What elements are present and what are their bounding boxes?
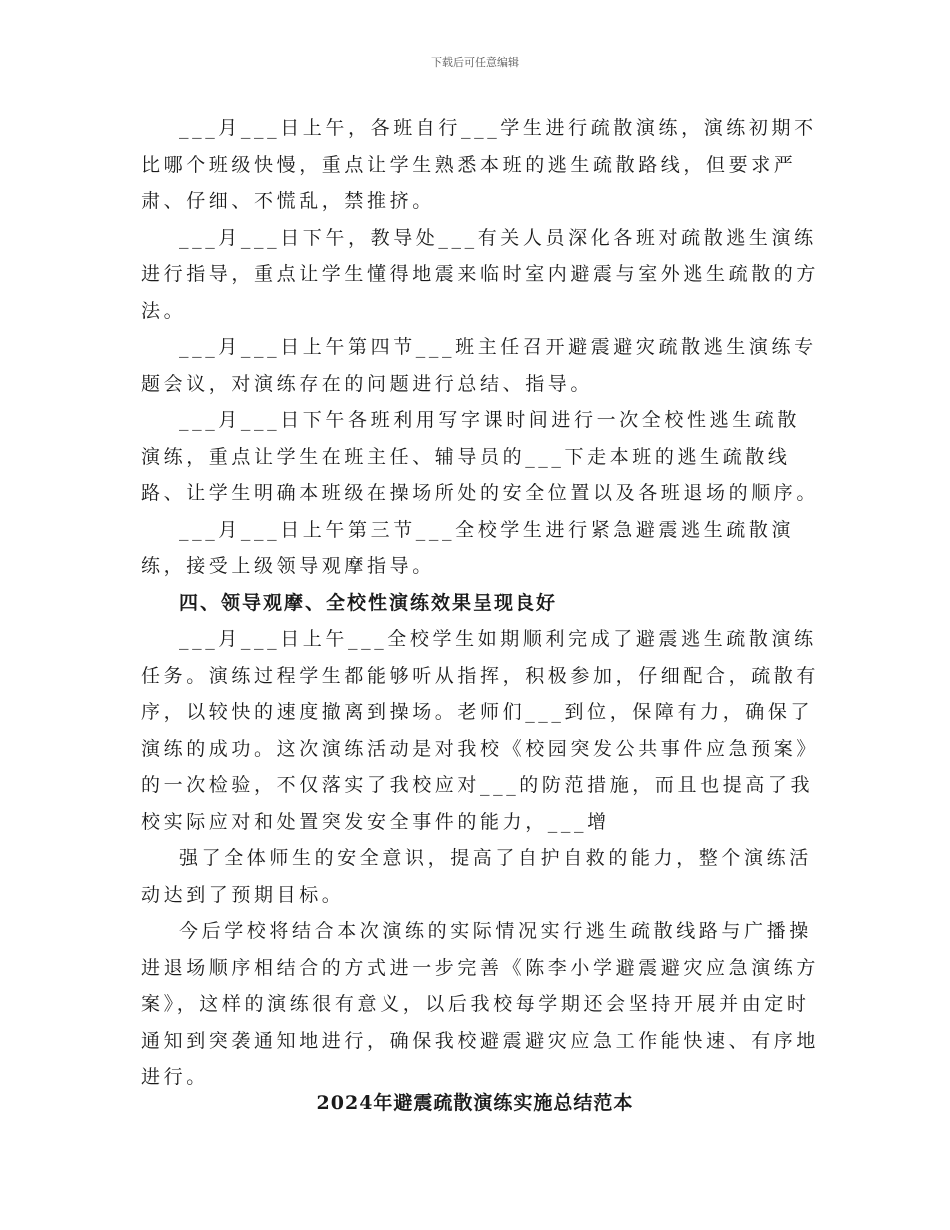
paragraph-1: ___月___日上午，各班自行___学生进行疏散演练，演练初期不比哪个班级快慢，重点让学生熟悉本班的逃生疏散路线，但要求严肃、仔细、不慌乱，禁推挤。 [141,117,817,212]
paragraph-6: ___月___日上午___全校学生如期顺利完成了避震逃生疏散演练任务。演练过程学生都能够听从指挥，积极参加，仔细配合，疏散有序，以较快的速度撤离到操场。老师们___到位，保障有力，确保了演练的成功。这次演练活动是对我校《校园突发公共事件应急预案》的一次检验，不仅落实了我校应对___的防范措施，而且也提高了我校实际应对和处置突发安全事件的能力，___增 [141,628,820,833]
document-title: 2024年避震疏散演练实施总结范本 [316,1092,634,1114]
document-body [141,110,821,1096]
paragraph-5: ___月___日上午第三节___全校学生进行紧急避震逃生疏散演练，接受上级领导观摩指导。 [141,518,795,577]
paragraph-2: ___月___日下午，教导处___有关人员深化各班对疏散逃生演练进行指导，重点让学生懂得地震来临时室内避震与室外逃生疏散的方法。 [141,226,820,322]
paragraph-3: ___月___日上午第四节___班主任召开避震避灾疏散逃生演练专题会议，对演练存在的问题进行总结、指导。 [141,336,817,395]
page-header: 下载后可任意编辑 [431,56,519,69]
paragraph-8: 今后学校将结合本次演练的实际情况实行逃生疏散线路与广播操进退场顺序相结合的方式进一步完善《陈李小学避震避灾应急演练方案》，这样的演练很有意义，以后我校每学期还会坚持开展并由定时通知到突袭通知地进行，确保我校避震避灾应急工作能快速、有序地进行。 [141,920,820,1088]
section-heading: 四、领导观摩、全校性演练效果呈现良好 [179,591,558,614]
paragraph-4: ___月___日下午各班利用写字课时间进行一次全校性逃生疏散演练，重点让学生在班主任、辅导员的___下走本班的逃生疏散线路、让学生明确本班级在操场所处的安全位置以及各班退场的顺序。 [141,409,820,504]
paragraph-7: 强了全体师生的安全意识，提高了自护自救的能力，整个演练活动达到了预期目标。 [141,847,812,906]
